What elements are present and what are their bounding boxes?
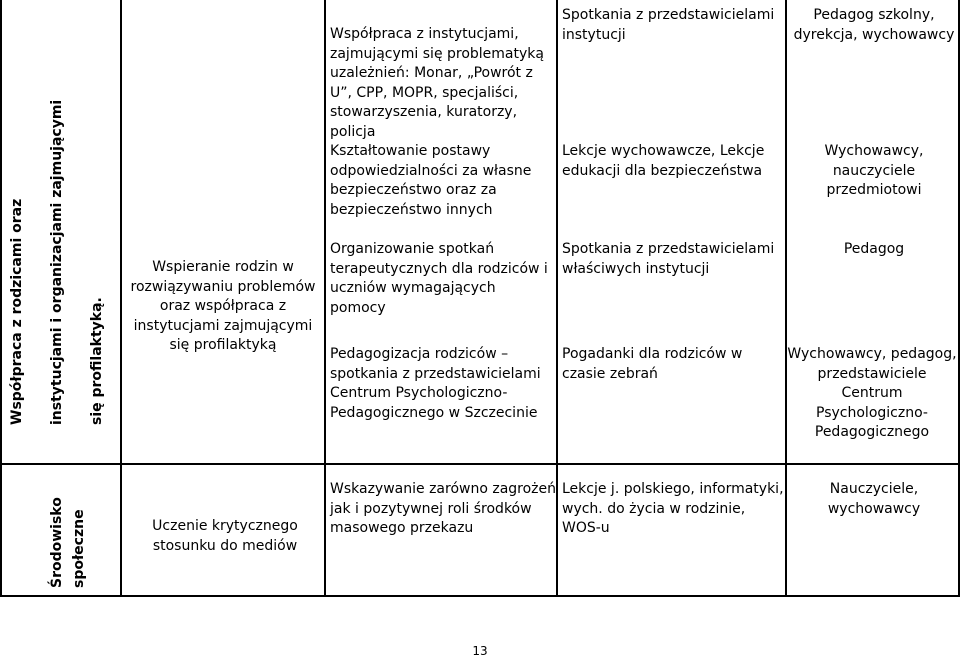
- area-line-3: się profilaktyką.: [89, 297, 105, 425]
- responsible-cell-media: Nauczyciele, wychowawcy: [827, 481, 921, 517]
- task-cell-3: Organizowanie spotkań terapeutycznych dla rodziców i uczniów wymagających pomocy: [330, 241, 548, 316]
- area-cell-social-environment: [46, 497, 90, 588]
- column-divider-1: [0, 0, 2, 597]
- task-cell-1: Współpraca z instytucjami, zajmującymi się problematyką uzależnień: Monar, „Powrót z U”, CPP, MOPR, specjaliści, stowarzyszenia, kuratorzy, policja: [330, 26, 544, 140]
- area-line-2: instytucjami i organizacjami zajmującymi: [49, 99, 65, 425]
- area-line-1: Współpraca z rodzicami oraz: [9, 198, 25, 425]
- form-cell-1: Spotkania z przedstawicielami instytucji: [562, 7, 775, 43]
- goal-cell-media: Uczenie krytycznego stosunku do mediów: [152, 518, 298, 554]
- goal-cell-family-support: Wspieranie rodzin w rozwiązywaniu problemów oraz współpraca z instytucjami zajmującymi się profilaktyką: [130, 259, 316, 353]
- form-cell-3: Spotkania z przedstawicielami właściwych instytucji: [562, 241, 775, 277]
- column-divider-3: [324, 0, 326, 597]
- area-line-1: Środowisko: [49, 497, 65, 588]
- responsible-cell-1: Pedagog szkolny, dyrekcja, wychowawcy: [793, 7, 955, 43]
- form-cell-media: Lekcje j. polskiego, informatyki, wych. do życia w rodzinie, WOS-u: [562, 481, 784, 536]
- responsible-cell-4: Wychowawcy, pedagog, przedstawiciele Centrum Psychologiczno-Pedagogicznego: [787, 346, 957, 440]
- page-number: 13: [472, 644, 488, 658]
- responsible-cell-3: Pedagog: [843, 241, 905, 257]
- table-border-middle: [0, 463, 960, 465]
- form-cell-4: Pogadanki dla rodziców w czasie zebrań: [562, 346, 743, 382]
- area-line-2: społeczne: [71, 509, 87, 588]
- task-cell-media: Wskazywanie zarówno zagrożeń jak i pozytywnej roli środków masowego przekazu: [330, 481, 557, 536]
- task-cell-2: Kształtowanie postawy odpowiedzialności za własne bezpieczeństwo oraz za bezpieczeństwo innych: [330, 143, 532, 218]
- responsible-cell-2: Wychowawcy, nauczyciele przedmiotowi: [824, 143, 924, 198]
- form-cell-2: Lekcje wychowawcze, Lekcje edukacji dla bezpieczeństwa: [562, 143, 765, 179]
- area-cell-cooperation: [4, 100, 114, 425]
- task-cell-4: Pedagogizacja rodziców – spotkania z przedstawicielami Centrum Psychologiczno-Pedagogicznego w Szczecinie: [330, 346, 541, 421]
- table-border-bottom: [0, 595, 960, 597]
- column-divider-4: [556, 0, 558, 597]
